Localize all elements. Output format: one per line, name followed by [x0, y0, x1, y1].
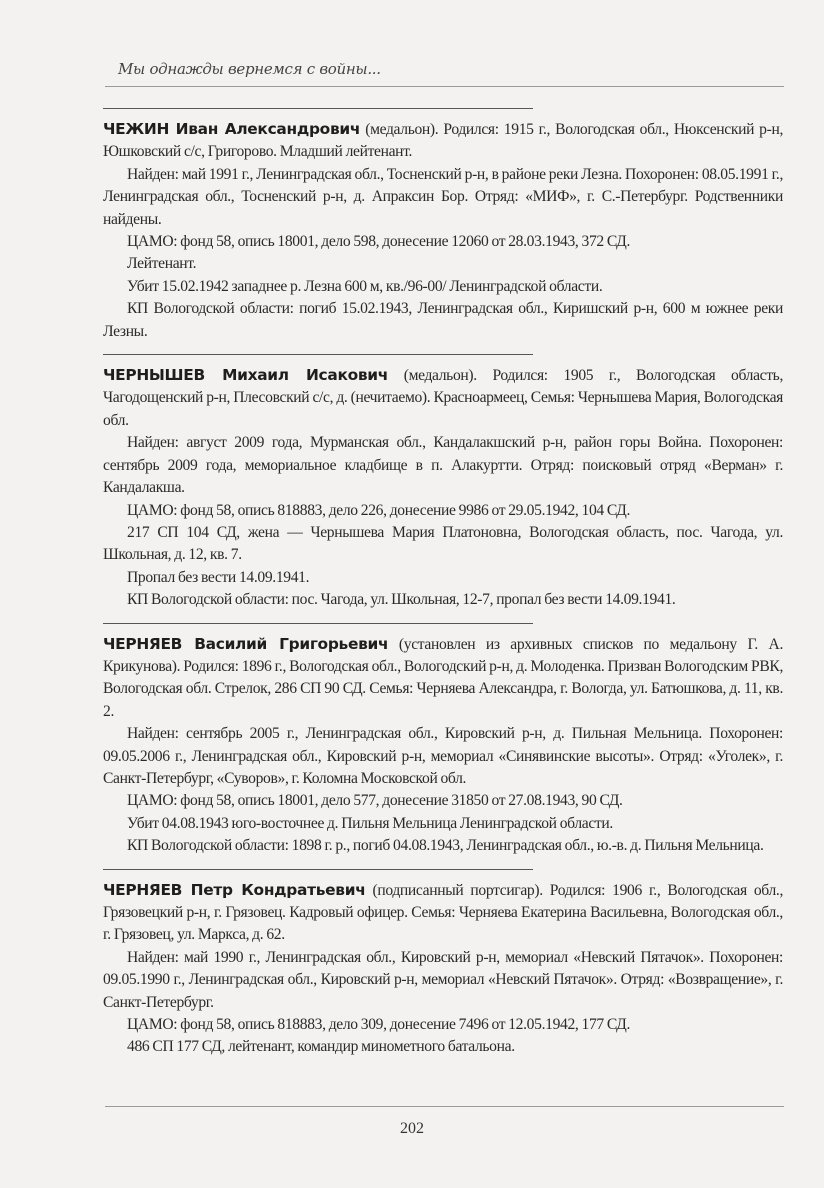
biography-entry — [103, 108, 783, 343]
page-content — [103, 100, 783, 1070]
entry-paragraph: 486 СП 177 СД, лейтенант, командир минометного батальона. — [127, 1038, 515, 1056]
person-name: ЧЕРНЫШЕВ Михаил Исакович — [103, 366, 389, 385]
entry-paragraph: Лейтенант. — [127, 255, 197, 273]
entry-divider — [103, 869, 533, 870]
entry-paragraph: Найден: май 1991 г., Ленинградская обл., Тосненский р-н, в районе реки Лезна. Похоронен: 08.05.1991 г., Ленинградская обл., Тосненский р-н, д. Апраксин Бор. Отряд: «МИФ», г. С.-Петербург. Родственники найдены. — [103, 165, 783, 228]
person-intro-text: (медальон). Родился: 1915 г., Вологодская обл., Нюксенский р-н, Юшковский с/с, Григорово. Младший лейтенант. — [103, 121, 783, 161]
person-intro-text: (установлен из архивных списков по медальону Г. А. Крикунова). Родился: 1896 г., Вологодская обл., Вологодский р-н, д. Молоденка. Призван Вологодским РВК, Вологодская обл. Стрелок, 286 СП 90 СД. Семья: Черняева Александра, г. Вологда, ул. Батюшкова, д. 11, кв. 2. — [103, 635, 783, 720]
entry-paragraph: ЦАМО: фонд 58, опись 18001, дело 577, донесение 31850 от 27.08.1943, 90 СД. — [127, 792, 623, 810]
running-header-title: Мы однажды вернемся с войны... — [118, 60, 381, 78]
entry-paragraph: Найден: сентябрь 2005 г., Ленинградская обл., Кировский р-н, д. Пильная Мельница. Похоронен: 09.05.2006 г., Ленинградская обл., Кировский р-н, мемориал «Синявинские высоты». Отряд: «Уголек», г. Санкт-Петербург, «Суворов», г. Коломна Московской обл. — [103, 725, 783, 787]
entry-divider — [103, 623, 533, 624]
entry-paragraph: КП Вологодской области: пос. Чагода, ул. Школьная, 12-7, пропал без вести 14.09.1941. — [127, 591, 676, 609]
entry-paragraph: КП Вологодской области: 1898 г. р., погиб 04.08.1943, Ленинградская обл., ю.-в. д. Пильня Мельница. — [127, 837, 764, 855]
entry-paragraph: Убит 04.08.1943 юго-восточнее д. Пильня Мельница Ленинградской области. — [127, 814, 613, 832]
person-intro-text: (подписанный портсигар). Родился: 1906 г., Вологодская обл., Грязовецкий р-н, г. Грязовец. Кадровый офицер. Семья: Черняева Екатерина Васильевна, Вологодская обл., г. Грязовец, ул. Маркса, д. 62. — [103, 881, 783, 944]
page-number: 202 — [400, 1120, 424, 1137]
person-name: ЧЕРНЯЕВ Василий Григорьевич — [103, 634, 389, 653]
entry-divider — [103, 108, 533, 109]
entry-intro-paragraph — [103, 364, 783, 432]
footer-divider — [105, 1106, 784, 1107]
entry-paragraph: Найден: май 1990 г., Ленинградская обл., Кировский р-н, мемориал «Невский Пятачок». Похоронен: 09.05.1990 г., Ленинградская обл., Кировский р-н, мемориал «Невский Пятачок». Отряд: «Возвращение», г. Санкт-Петербург. — [103, 948, 783, 1011]
entry-intro-paragraph — [103, 879, 783, 947]
entry-intro-paragraph — [103, 118, 783, 164]
person-name: ЧЕРНЯЕВ Петр Кондратьевич — [103, 880, 366, 899]
entry-paragraph: ЦАМО: фонд 58, опись 18001, дело 598, донесение 12060 от 28.03.1943, 372 СД. — [127, 233, 631, 251]
entry-paragraph: КП Вологодской области: погиб 15.02.1943, Ленинградская обл., Киришский р-н, 600 м южнее реки Лезны. — [103, 300, 783, 340]
biography-entry — [103, 354, 783, 611]
entry-paragraph: Пропал без вести 14.09.1941. — [127, 568, 310, 586]
entry-paragraph: ЦАМО: фонд 58, опись 818883, дело 309, донесение 7496 от 12.05.1942, 177 СД. — [127, 1016, 631, 1034]
entry-paragraph: Убит 15.02.1942 западнее р. Лезна 600 м, кв./96-00/ Ленинградской области. — [127, 277, 603, 295]
biography-entry — [103, 623, 783, 858]
entry-paragraph: ЦАМО: фонд 58, опись 818883, дело 226, донесение 9986 от 29.05.1942, 104 СД. — [127, 501, 631, 519]
person-intro-text: (медальон). Родился: 1905 г., Вологодская область, Чагодощенский р-н, Плесовский с/с, д. (нечитаемо). Красноармеец, Семья: Чернышева Мария, Вологодская обл. — [103, 367, 783, 429]
biography-entry — [103, 869, 783, 1059]
entry-paragraph: 217 СП 104 СД, жена — Чернышева Мария Платоновна, Вологодская область, пос. Чагода, ул. Школьная, д. 12, кв. 7. — [103, 523, 783, 564]
entry-paragraph: Найден: август 2009 года, Мурманская обл., Кандалакшский р-н, район горы Война. Похоронен: сентябрь 2009 года, мемориальное кладбище в п. Алакуртти. Отряд: поисковый отряд «Верман» г. Кандалакша. — [103, 434, 783, 497]
person-name: ЧЕЖИН Иван Александрович — [103, 120, 361, 138]
header-divider — [105, 86, 784, 87]
entry-divider — [103, 354, 533, 355]
entry-intro-paragraph — [103, 633, 783, 724]
